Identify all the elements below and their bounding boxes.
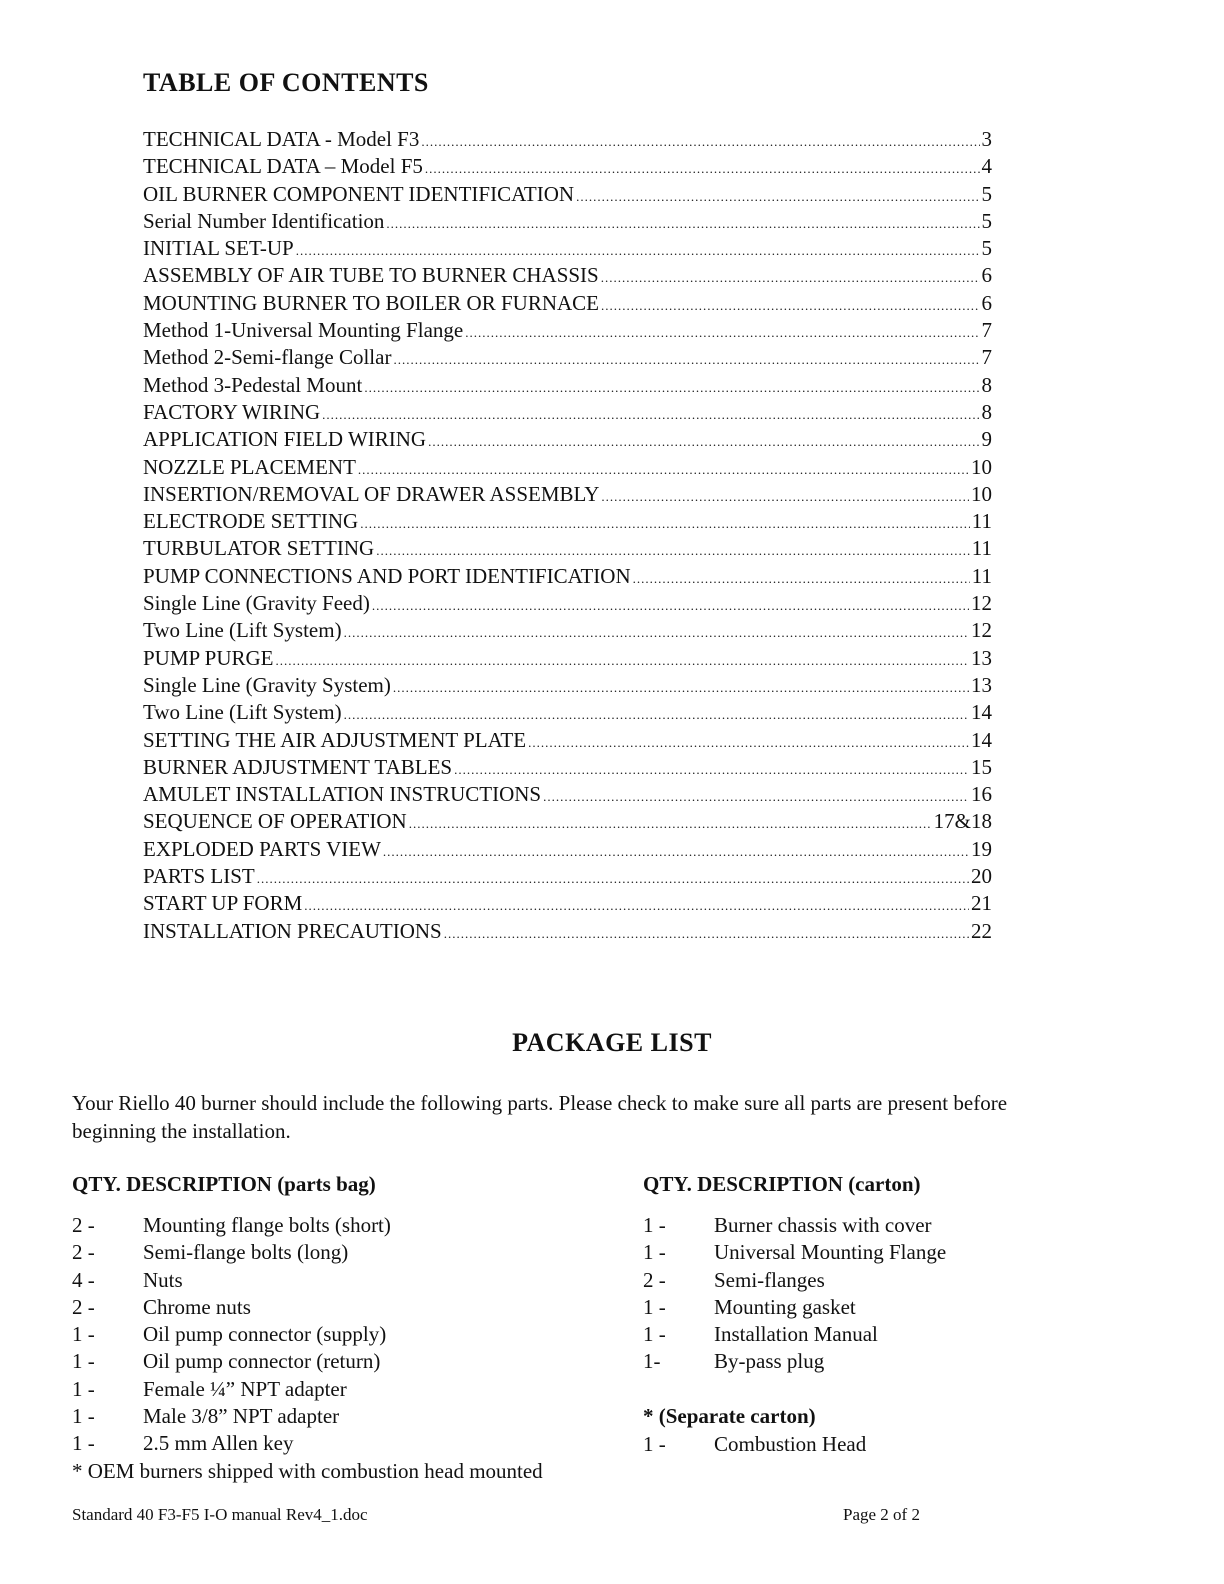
toc-entry-page: 12 — [971, 591, 992, 616]
toc-entry-label: Single Line (Gravity Feed) — [143, 591, 370, 616]
package-item — [643, 1212, 1163, 1239]
footer-doc-name: Standard 40 F3-F5 I-O manual Rev4_1.doc — [72, 1505, 368, 1524]
separate-carton-list — [643, 1431, 1163, 1458]
toc-entry-page: 11 — [971, 563, 992, 588]
toc-entry-page: 10 — [971, 481, 992, 506]
package-item-description: Universal Mounting Flange — [714, 1240, 947, 1265]
toc-entry-page: 6 — [981, 263, 992, 288]
carton-heading: QTY. DESCRIPTION (carton) — [643, 1172, 921, 1196]
toc-entry-label: BURNER ADJUSTMENT TABLES — [143, 754, 453, 779]
toc-leader-dots — [257, 865, 969, 892]
toc-entry-page: 6 — [981, 290, 992, 315]
toc-entry — [143, 126, 992, 153]
toc-entry-page: 7 — [981, 318, 992, 343]
oem-note: * OEM burners shipped with combustion head mounted — [72, 1459, 543, 1483]
package-intro: Your Riello 40 burner should include the following parts. Please check to make sure all parts are present before beginning the installation. — [72, 1091, 1008, 1143]
carton-list — [643, 1212, 1163, 1376]
toc-entry-label: TECHNICAL DATA – Model F5 — [143, 154, 423, 179]
toc-leader-dots — [393, 674, 969, 701]
toc-entry-page: 7 — [981, 345, 992, 370]
toc-entry-label: PARTS LIST — [143, 864, 255, 889]
toc-entry — [143, 808, 992, 835]
package-item — [72, 1294, 592, 1321]
package-list-title: PACKAGE LIST — [512, 1028, 712, 1057]
package-item-qty: 1 - — [643, 1213, 666, 1237]
toc-entry-page: 13 — [971, 645, 992, 670]
toc-entry — [143, 181, 992, 208]
toc-entry-label: Two Line (Lift System) — [143, 700, 342, 725]
toc-entry-page: 12 — [971, 618, 992, 643]
toc-entry-label: Two Line (Lift System) — [143, 618, 342, 643]
package-item — [643, 1294, 1163, 1321]
toc-entry-label: INSTALLATION PRECAUTIONS — [143, 918, 442, 943]
toc-entry-label: TURBULATOR SETTING — [143, 536, 375, 561]
package-item-description: Nuts — [143, 1267, 183, 1292]
toc-leader-dots — [454, 756, 969, 783]
toc-entry-label: ELECTRODE SETTING — [143, 509, 359, 534]
package-item-qty: 1 - — [72, 1376, 95, 1401]
package-item-qty: 1 - — [72, 1431, 95, 1456]
toc-entry-label: Method 3-Pedestal Mount — [143, 372, 363, 397]
toc-entry-label: INITIAL SET-UP — [143, 236, 294, 261]
toc-entry-page: 19 — [971, 836, 992, 861]
toc-entry — [143, 344, 992, 371]
toc-entry-page: 5 — [981, 181, 992, 206]
package-item-description: Female ¼” NPT adapter — [143, 1376, 347, 1401]
toc-entry-label: Method 2-Semi-flange Collar — [143, 345, 392, 370]
toc-entry — [143, 863, 992, 890]
toc-entry-label: START UP FORM — [143, 891, 303, 916]
package-item-qty: 2 - — [72, 1240, 95, 1265]
toc-entry — [143, 672, 992, 699]
toc-entry-label: SEQUENCE OF OPERATION — [143, 809, 407, 834]
toc-leader-dots — [344, 701, 969, 728]
toc-entry-label: MOUNTING BURNER TO BOILER OR FURNACE — [143, 290, 600, 315]
toc-entry — [143, 235, 992, 262]
toc-entry — [143, 372, 992, 399]
toc-entry-label: PUMP CONNECTIONS AND PORT IDENTIFICATION — [143, 563, 631, 588]
toc-leader-dots — [276, 647, 969, 674]
toc-entry-page: 21 — [971, 891, 992, 916]
package-item-description: 2.5 mm Allen key — [143, 1431, 294, 1456]
toc-leader-dots — [376, 537, 970, 564]
package-item-description: Mounting gasket — [714, 1294, 856, 1319]
package-item — [72, 1239, 592, 1266]
package-item-qty: 1 - — [643, 1240, 666, 1265]
package-item-description: Installation Manual — [714, 1322, 878, 1347]
package-item — [643, 1239, 1163, 1266]
toc-entry — [143, 535, 992, 562]
package-item-description: Semi-flanges — [714, 1267, 825, 1292]
toc-leader-dots — [344, 619, 969, 646]
separate-carton-heading: * (Separate carton) — [643, 1404, 816, 1428]
toc-entry — [143, 454, 992, 481]
toc-leader-dots — [601, 483, 969, 510]
package-item-description: Oil pump connector (supply) — [143, 1322, 387, 1347]
toc-leader-dots — [360, 510, 970, 537]
package-item-description: Burner chassis with cover — [714, 1213, 932, 1237]
package-item-qty: 1 - — [72, 1404, 95, 1429]
toc-leader-dots — [372, 592, 969, 619]
package-item-qty: 1 - — [643, 1432, 666, 1456]
package-item-qty: 1 - — [72, 1322, 95, 1347]
toc-entry-label: Method 1-Universal Mounting Flange — [143, 318, 464, 343]
package-item-qty: 4 - — [72, 1267, 95, 1292]
toc-entry — [143, 317, 992, 344]
toc-entry-page: 5 — [981, 236, 992, 261]
package-item — [72, 1321, 592, 1348]
toc-entry — [143, 590, 992, 617]
toc-entry-page: 14 — [971, 727, 992, 752]
package-item-description: Semi-flange bolts (long) — [143, 1240, 349, 1265]
package-item-description: Oil pump connector (return) — [143, 1349, 381, 1374]
package-item-description: Combustion Head — [714, 1432, 867, 1456]
package-item-qty: 2 - — [72, 1213, 95, 1237]
toc-entry — [143, 617, 992, 644]
package-item — [72, 1348, 592, 1375]
toc-entry-label: NOZZLE PLACEMENT — [143, 454, 356, 479]
package-item-qty: 1 - — [643, 1322, 666, 1347]
toc-leader-dots — [304, 892, 969, 919]
toc-leader-dots — [465, 319, 979, 346]
toc-entry-page: 14 — [971, 700, 992, 725]
toc-leader-dots — [409, 810, 932, 837]
toc-entry — [143, 399, 992, 426]
package-item-qty: 1- — [643, 1349, 661, 1374]
toc-entry — [143, 836, 992, 863]
toc-entry-label: TECHNICAL DATA - Model F3 — [143, 127, 420, 151]
toc-entry — [143, 208, 992, 235]
toc-leader-dots — [576, 183, 979, 210]
table-of-contents — [143, 126, 992, 945]
toc-entry-label: FACTORY WIRING — [143, 399, 321, 424]
toc-leader-dots — [444, 920, 969, 947]
toc-entry — [143, 727, 992, 754]
toc-entry — [143, 754, 992, 781]
package-item-description: Mounting flange bolts (short) — [143, 1213, 391, 1237]
toc-entry-page: 4 — [981, 154, 992, 179]
toc-entry — [143, 645, 992, 672]
package-item-qty: 2 - — [643, 1267, 666, 1292]
package-item-description: Chrome nuts — [143, 1294, 251, 1319]
toc-entry-label: OIL BURNER COMPONENT IDENTIFICATION — [143, 181, 575, 206]
toc-entry-page: 10 — [971, 454, 992, 479]
toc-entry — [143, 563, 992, 590]
package-item — [72, 1267, 592, 1294]
toc-entry-page: 16 — [971, 782, 992, 807]
toc-entry — [143, 781, 992, 808]
toc-leader-dots — [364, 374, 979, 401]
toc-leader-dots — [428, 428, 979, 455]
toc-leader-dots — [296, 237, 980, 264]
toc-entry-label: AMULET INSTALLATION INSTRUCTIONS — [143, 782, 542, 807]
toc-entry-page: 15 — [971, 754, 992, 779]
toc-entry-page: 9 — [981, 427, 992, 452]
toc-entry-page: 13 — [971, 672, 992, 697]
toc-leader-dots — [601, 292, 979, 319]
toc-entry-page: 22 — [971, 918, 992, 943]
toc-entry — [143, 153, 992, 180]
package-item — [643, 1431, 1163, 1458]
package-item — [643, 1348, 1163, 1375]
toc-entry-page: 11 — [971, 536, 992, 561]
toc-entry-label: ASSEMBLY OF AIR TUBE TO BURNER CHASSIS — [143, 263, 599, 288]
package-item-qty: 1 - — [72, 1349, 95, 1374]
toc-leader-dots — [358, 456, 969, 483]
toc-entry-page: 11 — [971, 509, 992, 534]
toc-entry — [143, 426, 992, 453]
toc-entry-label: EXPLODED PARTS VIEW — [143, 836, 381, 861]
toc-leader-dots — [543, 783, 969, 810]
toc-leader-dots — [425, 155, 980, 182]
toc-entry — [143, 699, 992, 726]
footer-page-number: Page 2 of 2 — [843, 1505, 920, 1524]
package-item-description: By-pass plug — [714, 1349, 825, 1374]
toc-entry — [143, 262, 992, 289]
toc-entry-label: INSERTION/REMOVAL OF DRAWER ASSEMBLY — [143, 481, 600, 506]
toc-leader-dots — [322, 401, 979, 428]
toc-entry — [143, 481, 992, 508]
toc-entry-page: 8 — [981, 399, 992, 424]
toc-leader-dots — [421, 128, 979, 155]
toc-entry-page: 20 — [971, 864, 992, 889]
toc-leader-dots — [383, 838, 969, 865]
package-item-qty: 2 - — [72, 1294, 95, 1319]
toc-entry — [143, 890, 992, 917]
toc-entry — [143, 508, 992, 535]
toc-entry — [143, 918, 992, 945]
package-item — [72, 1212, 592, 1239]
toc-entry-page: 3 — [981, 127, 992, 151]
parts-bag-list — [72, 1212, 592, 1458]
package-item — [72, 1430, 592, 1457]
toc-entry-label: SETTING THE AIR ADJUSTMENT PLATE — [143, 727, 527, 752]
package-item — [643, 1321, 1163, 1348]
toc-entry — [143, 290, 992, 317]
toc-entry-label: Serial Number Identification — [143, 208, 385, 233]
toc-leader-dots — [601, 264, 980, 291]
toc-entry-label: Single Line (Gravity System) — [143, 672, 391, 697]
toc-leader-dots — [393, 346, 979, 373]
toc-entry-page: 8 — [981, 372, 992, 397]
package-item — [72, 1376, 592, 1403]
toc-leader-dots — [633, 565, 970, 592]
toc-title: TABLE OF CONTENTS — [143, 68, 429, 97]
package-item — [643, 1267, 1163, 1294]
package-item-qty: 1 - — [643, 1294, 666, 1319]
parts-bag-heading: QTY. DESCRIPTION (parts bag) — [72, 1172, 376, 1196]
package-item — [72, 1403, 592, 1430]
package-item-description: Male 3/8” NPT adapter — [143, 1404, 340, 1429]
toc-entry-page: 5 — [981, 208, 992, 233]
toc-entry-label: PUMP PURGE — [143, 645, 274, 670]
toc-entry-label: APPLICATION FIELD WIRING — [143, 427, 427, 452]
toc-leader-dots — [528, 729, 969, 756]
toc-leader-dots — [386, 210, 979, 237]
toc-entry-page: 17&18 — [933, 809, 992, 834]
